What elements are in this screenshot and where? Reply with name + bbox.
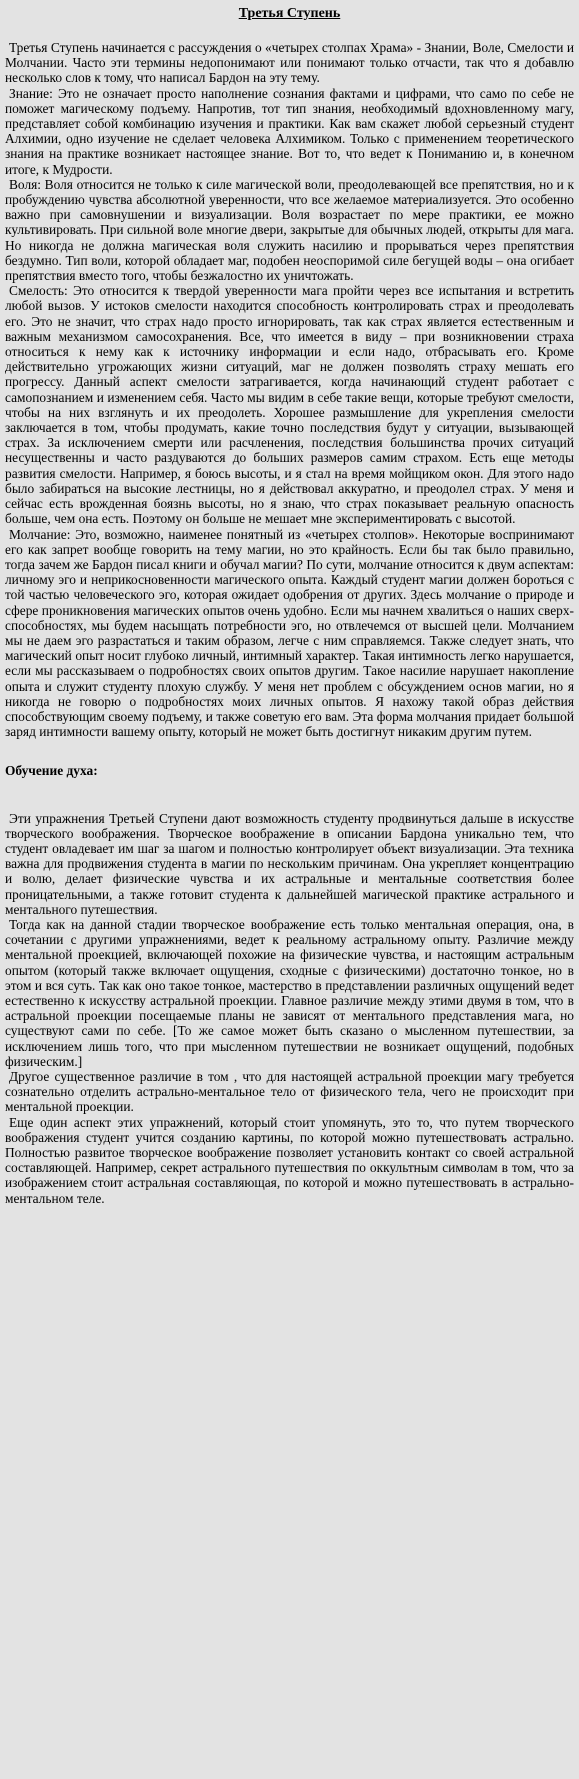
paragraph-creative-imagination: Эти упражнения Третьей Ступени дают возможность студенту продвинуться дальше в искусстве творческого воображения. Творческое воображение в описании Бардона уникально тем, что студент овладевает им шаг за шагом и полностью контролирует объект визуализации. Эта техника важна для продвижения студента в магии по нескольким причинам. Она укрепляет концентрацию и волю, делает физические чувства и их астральные и ментальные соответствия более проницательными, а также готовит студента к дальнейшей магической практике астрального и ментального путешествия.	[5, 810, 574, 917]
paragraph-will: Воля: Воля относится не только к силе магической воли, преодолевающей все препятствия, но и к пробуждению чувства абсолютной уверенности, что все желаемое материализуется. Это особенно важно при самовнушении и визуализации. Воля возрастает по мере практики, ее можно культивировать. При сильной воле многие двери, закрытые для обычных людей, открыты для мага. Но никогда не должна магическая воля служить насилию и прорываться через препятствия бездумно. Тип воли, которой обладает маг, подобен неоспоримой силе бегущей воды – она огибает препятствия вместо того, чтобы безжалостно их уничтожать.	[5, 176, 574, 284]
paragraph-courage: Смелость: Это относится к твердой уверенности мага пройти через все испытания и встретить любой вызов. У истоков смелости находится способность контролировать страх и преодолевать его. Это не значит, что страх надо просто игнорировать, так как страх является естественным и важным механизмом самосохранения. Все, что имеется в виду – при возникновении страха относиться к нему как к источнику информации и если надо, отбрасывать его. Кроме действительно угрожающих жизни ситуаций, маг не должен позволять страху мешать его прогрессу. Данный аспект смелости затрагивается, когда начинающий студент работает с самопознанием и изменением себя. Часто мы видим в себе такие вещи, которые требуют смелости, чтобы на них взглянуть и их преодолеть. Хорошее размышление для укрепления смелости заключается в том, чтобы продумать, какие точно последствия будут у ситуации, вызывающей страх. За исключением смерти или расчленения, последствия большинства прочих ситуаций несущественны и часто раздуваются до больших размеров самим страхом. Есть еще методы развития смелости. Например, я боюсь высоты, и я стал на время мойщиком окон. Для этого надо было забираться на высокие лестницы, но я действовал аккуратно, и преодолел страх. У меня и сейчас есть врожденная боязнь высоты, но я знаю, что страх показывает реальную опасность больше, чем она есть. Поэтому он больше не мешает мне экспериментировать с высотой.	[5, 283, 574, 527]
paragraph-knowledge: Знание: Это не означает просто наполнение сознания фактами и цифрами, что само по себе не поможет магическому подъему. Напротив, тот тип знания, необходимый вдохновленному магу, представляет собой комбинацию изучения и практики. Как вам скажет любой серьезный студент Алхимии, одно изучение не сделает человека Алхимиком. Только с применением теоретического знания на практике возникает настоящее знание. Вот то, что ведет к Пониманию и, в конечном итоге, к Мудрости.	[5, 85, 574, 177]
paragraph-silence: Молчание: Это, возможно, наименее понятный из «четырех столпов». Некоторые воспринимают его как запрет вообще говорить на тему магии, но это крайность. Если бы так было правильно, тогда зачем же Бардон писал книги и обучал магии? По сути, молчание относится к двум аспектам: личному эго и неприкосновенности магического опыта. Каждый студент магии должен бороться с той частью человеческого эго, которая ожидает одобрения от других. Здесь молчание о природе и сфере проникновения магических опытов очень удобно. Если мы начнем хвалиться о наших сверх-способностях, мы будем насыщать потребности эго, но отвлечемся от высшей цели. Молчанием мы не даем эго разрастаться и таким образом, легче с ним справляемся. Также следует знать, что магический опыт носит глубоко личный, интимный характер. Такая интимность легко нарушается, если мы рассказываем о подробностях своих опытов другим. Такое насилие нарушает накопление опыта и служит студенту плохую службу. У меня нет проблем с обсуждением основ магии, но я никогда не говорю о подробностях моих личных опытов. Я нахожу такой образ действия способствующим своему подъему, и также советую его вам. Эта форма молчания придает большой заряд интимности вашему опыту, который не может быть достигнут никаким другим путем.	[5, 526, 574, 740]
paragraph-mental-vs-astral: Тогда как на данной стадии творческое воображение есть только ментальная операция, она, в сочетании с другими упражнениями, ведет к реальному астральному опыту. Различие между ментальной проекцией, включающей похожие на физические чувства, и настоящим астральным опытом (который также включает ощущения, сходные с физическими) достаточно тонкое, но в этом и вся суть. Так как оно такое тонкое, мастерство в представлении различных ощущений ведет естественно к искусству астральной проекции. Главное различие между этими двумя в том, что в астральной проекции посещаемые планы не зависят от ментального представления мага, но существуют сами по себе. [То же самое может быть сказано о мысленном путешествии, за исключением лишь того, что при мысленном путешествии не возникает ощущений, подобных физическим.]	[5, 916, 574, 1069]
paragraph-intro: Третья Ступень начинается с рассуждения о «четырех столпах Храма» - Знании, Воле, Смелости и Молчании. Часто эти термины недопонимают или понимают только отчасти, так что я добавлю несколько слов к тому, что написал Бардон на эту тему.	[5, 40, 574, 86]
section-heading: Обучение духа:	[5, 763, 98, 779]
paragraph-separation: Другое существенное различие в том , что для настоящей астральной проекции магу требуется сознательно отделить астрально-ментальное тело от физического тела, чего не происходит при ментальной проекции.	[5, 1069, 574, 1115]
document-title: Третья Ступень	[238, 6, 341, 21]
paragraph-astral-travel: Еще один аспект этих упражнений, который стоит упомянуть, это то, что путем творческого воображения студент учится созданию картины, по которой можно путешествовать астрально. Полностью развитое творческое воображение позволяет установить контакт со своей астральной составляющей. Например, секрет астрального путешествия по оккультным символам в том, что за изображением стоит астральная составляющая, по которой и можно путешествовать в астрально-ментальном теле.	[5, 1114, 574, 1206]
